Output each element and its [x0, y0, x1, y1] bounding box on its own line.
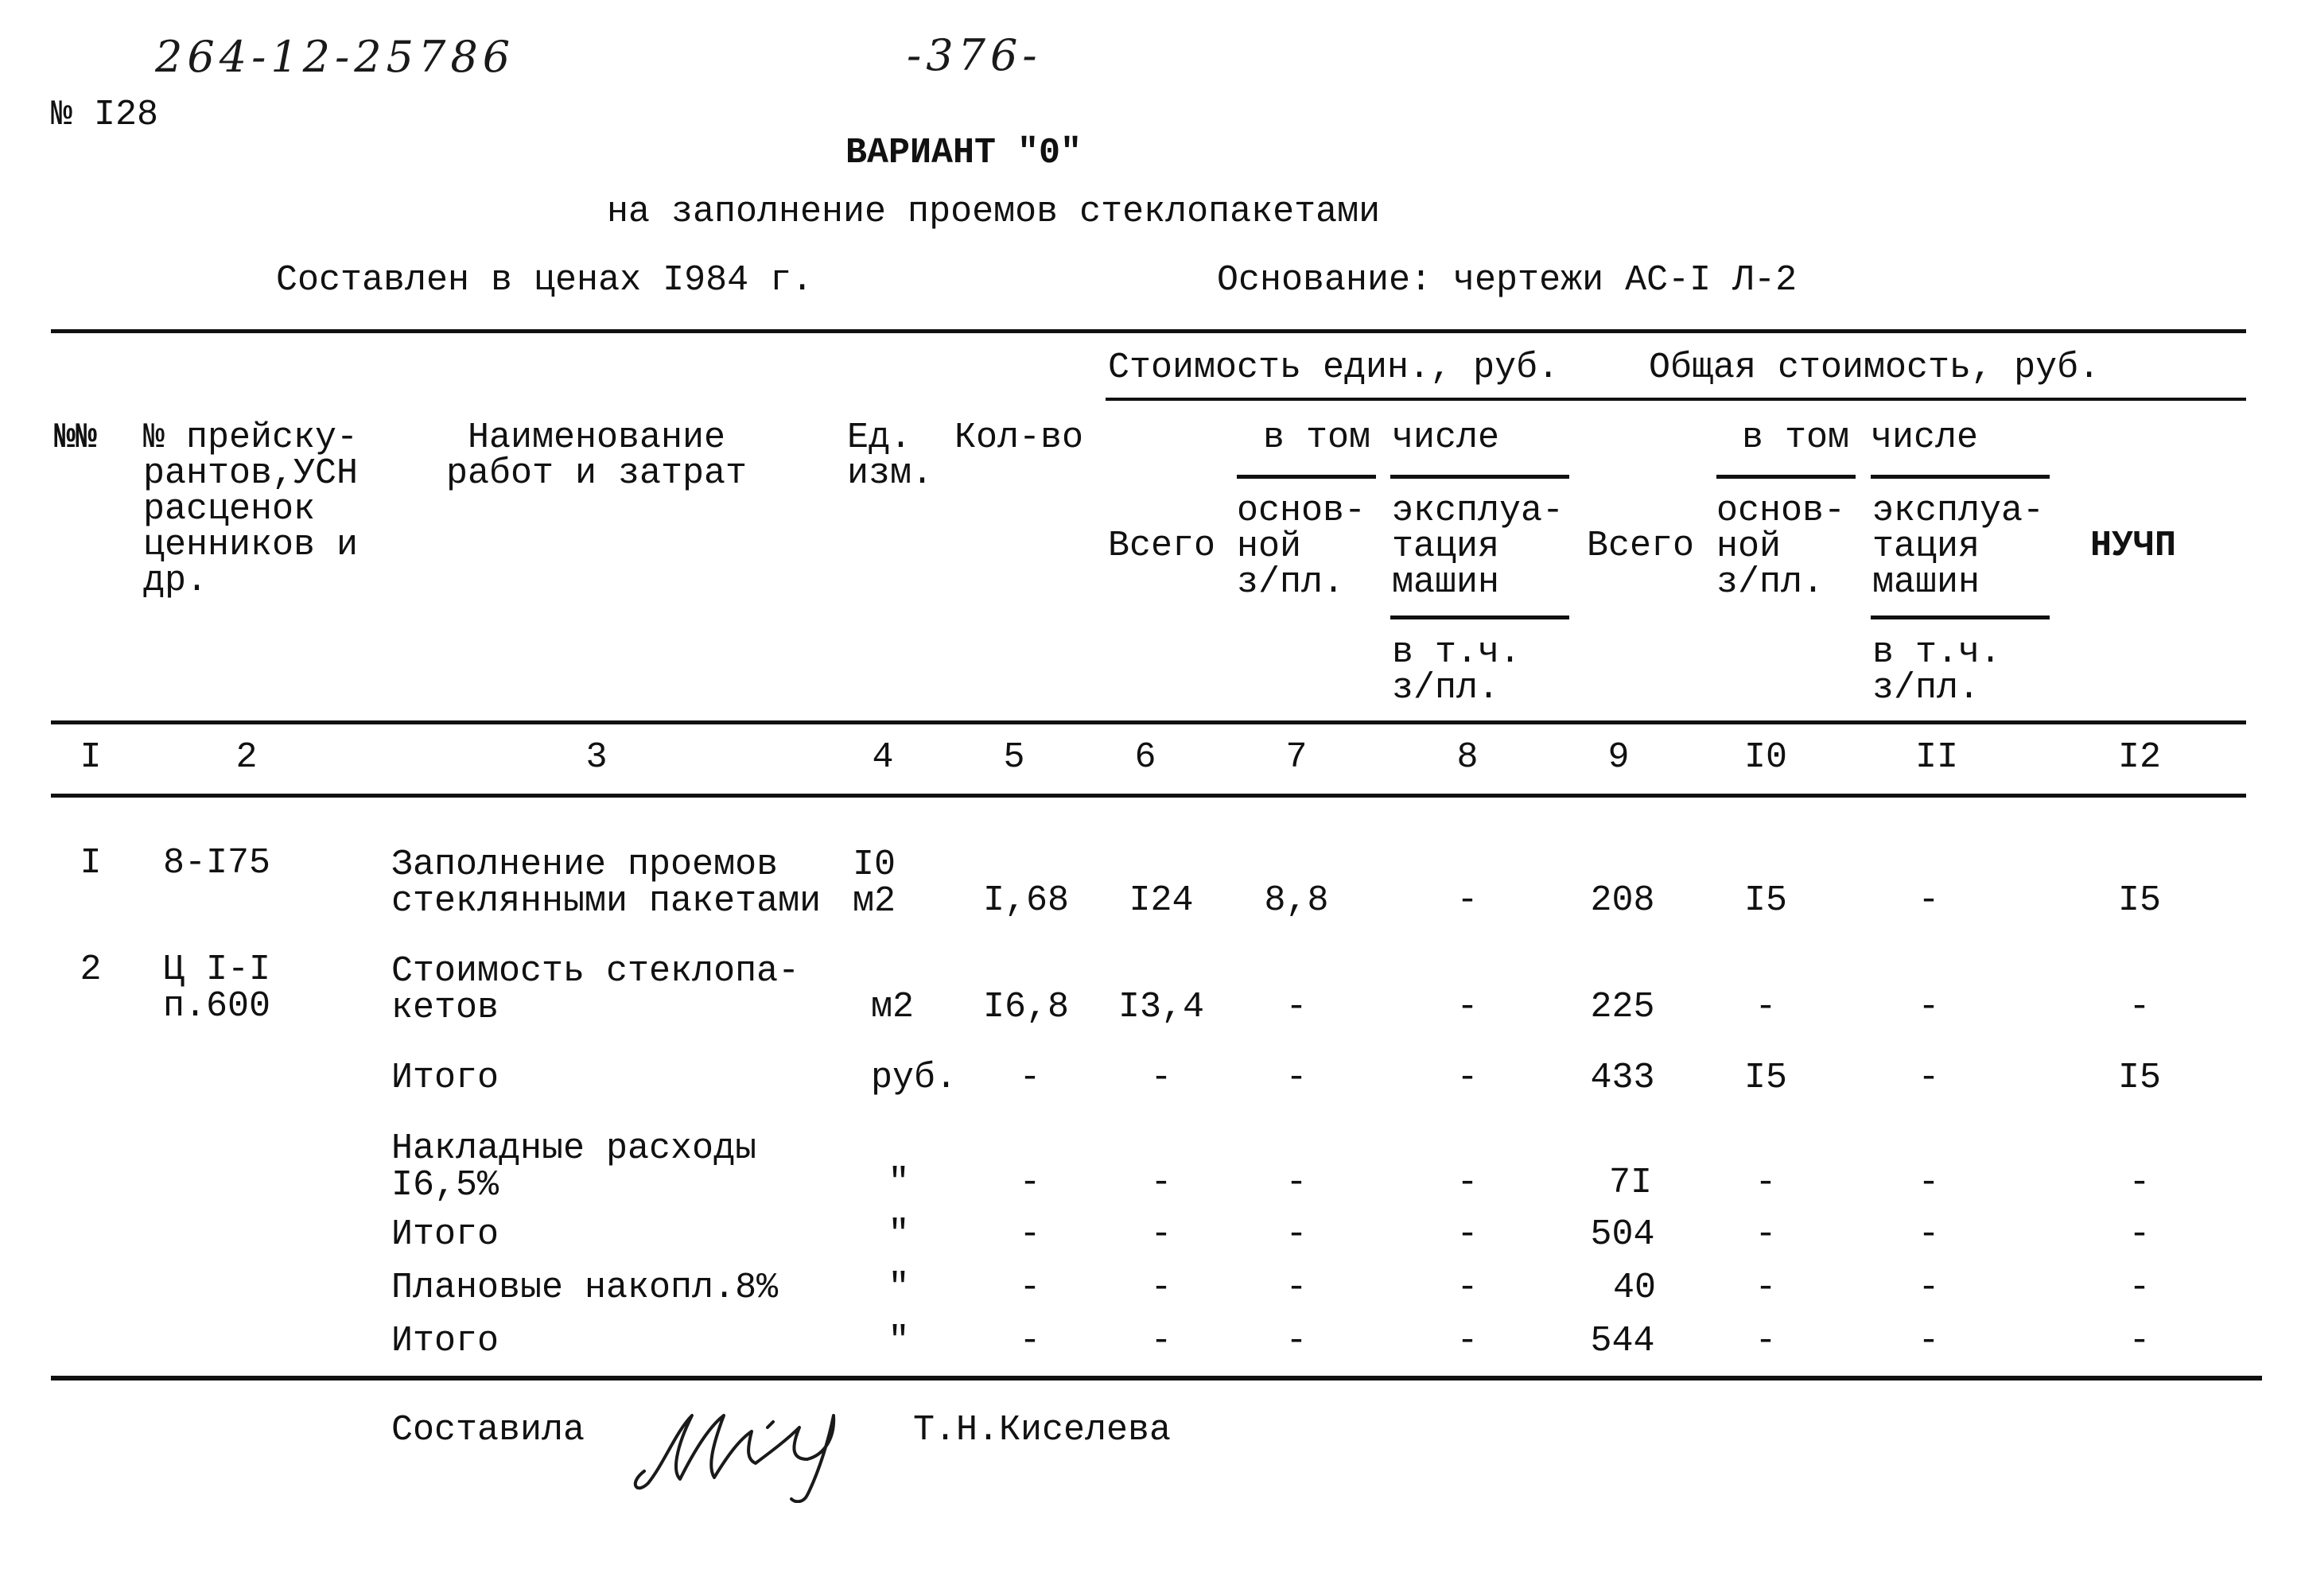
row2-name: Стоимость стеклопа- кетов [391, 951, 800, 1028]
unit-mach-rule [1390, 475, 1569, 479]
row2-nuchp: - [2128, 987, 2151, 1027]
total-wage-rule [1716, 475, 1856, 479]
page-subtitle: на заполнение проемов стеклопакетами [607, 192, 1381, 232]
row6-u-wage: - [1285, 1268, 1308, 1308]
row1-u-total: I24 [1129, 880, 1194, 921]
row4-t-mach: - [1918, 1163, 1940, 1203]
header-name: Наименование работ и затрат [445, 417, 748, 494]
footer-name: Т.Н.Киселева [913, 1410, 1172, 1450]
col-number-7: 7 [1285, 737, 1308, 778]
row4-u-mach: - [1456, 1163, 1479, 1203]
signature-icon [620, 1384, 891, 1503]
header-pricelist: № прейску- рантов,УСН расценок ценников и др. [143, 417, 359, 601]
row4-unit: " [888, 1163, 910, 1203]
row1-t-wage: I5 [1743, 880, 1787, 921]
row7-unit: " [888, 1321, 910, 1361]
row7-t-total: 544 [1590, 1321, 1655, 1361]
header-qty: Кол-во [954, 417, 1084, 458]
header-total-cost: Общая стоимость, руб. [1649, 348, 2101, 388]
row1-t-total: 208 [1590, 880, 1655, 921]
header-unit-incl: в том числе [1263, 417, 1500, 458]
header-bottom-rule [51, 720, 2246, 724]
row7-u-wage: - [1285, 1321, 1308, 1361]
row2-u-total: I3,4 [1117, 987, 1205, 1027]
row5-t-total: 504 [1590, 1214, 1655, 1255]
row5-t-mach: - [1918, 1214, 1940, 1255]
col-number-6: 6 [1134, 737, 1156, 778]
header-top-rule [51, 329, 2246, 333]
page-title: ВАРИАНТ "0" [845, 133, 1082, 173]
row1-t-mach: - [1918, 880, 1940, 921]
cost-group-rule [1106, 398, 2246, 401]
row7-u-mach: - [1456, 1321, 1479, 1361]
row1-code: 8-I75 [163, 843, 271, 883]
row2-u-mach: - [1456, 987, 1479, 1027]
row4-nuchp: - [2128, 1163, 2151, 1203]
row6-nuchp: - [2128, 1268, 2151, 1308]
row7-t-mach: - [1918, 1321, 1940, 1361]
row2-t-wage: - [1755, 987, 1777, 1027]
row4-u-total: - [1150, 1163, 1172, 1203]
row6-name: Плановые накопл.8% [391, 1268, 779, 1308]
total-mach-sub-rule [1871, 615, 2050, 619]
row7-name: Итого [391, 1321, 499, 1361]
header-unit-cost: Стоимость един., руб. [1108, 348, 1560, 388]
basis-note: Основание: чертежи АС-I Л-2 [1217, 260, 1798, 301]
header-total-total: Всего [1587, 526, 1695, 566]
col-numbers-rule [51, 794, 2246, 798]
row6-t-total: 40 [1612, 1268, 1656, 1308]
row6-t-wage: - [1755, 1268, 1777, 1308]
header-unit-total: Всего [1108, 526, 1216, 566]
row2-t-total: 225 [1590, 987, 1655, 1027]
col-number-2: 2 [235, 737, 258, 778]
row1-u-mach: - [1456, 880, 1479, 921]
row7-t-wage: - [1755, 1321, 1777, 1361]
header-total-incl-wage: в т.ч. з/пл. [1872, 632, 2002, 709]
row5-u-wage: - [1285, 1214, 1308, 1255]
table-bottom-rule [51, 1376, 2262, 1380]
row4-t-wage: - [1755, 1163, 1777, 1203]
page-number: № I28 [51, 95, 159, 135]
row2-t-mach: - [1918, 987, 1940, 1027]
row3-t-total: 433 [1590, 1058, 1655, 1098]
col-number-5: 5 [1003, 737, 1025, 778]
row1-num: I [80, 843, 102, 883]
row3-nuchp: I5 [2117, 1058, 2161, 1098]
header-unit-machines: эксплуа- тация машин [1392, 491, 1564, 603]
header-unit-basic-wage: основ- ной з/пл. [1237, 491, 1366, 603]
row4-qty: - [1019, 1163, 1041, 1203]
row5-u-total: - [1150, 1214, 1172, 1255]
row1-nuchp: I5 [2117, 880, 2161, 921]
row5-name: Итого [391, 1214, 499, 1255]
col-number-3: 3 [585, 737, 608, 778]
row3-u-total: - [1150, 1058, 1172, 1098]
handwritten-code: 264-12-25786 [155, 32, 515, 82]
row3-unit: руб. [871, 1058, 958, 1098]
row1-name: Заполнение проемов стеклянными пакетами [391, 845, 822, 922]
col-number-1: I [80, 737, 102, 778]
header-total-machines: эксплуа- тация машин [1872, 491, 2045, 603]
header-nuchp: НУЧП [2090, 526, 2177, 566]
row6-u-total: - [1150, 1268, 1172, 1308]
row1-qty: I,68 [982, 880, 1070, 921]
col-number-8: 8 [1456, 737, 1479, 778]
row5-t-wage: - [1755, 1214, 1777, 1255]
row3-t-wage: I5 [1743, 1058, 1787, 1098]
row2-qty: I6,8 [982, 987, 1070, 1027]
row2-code: Ц I-I п.600 [163, 949, 271, 1027]
prices-note: Составлен в ценах I984 г. [276, 260, 814, 301]
unit-mach-sub-rule [1390, 615, 1569, 619]
total-mach-rule [1871, 475, 2050, 479]
col-number-9: 9 [1607, 737, 1630, 778]
row7-nuchp: - [2128, 1321, 2151, 1361]
row7-qty: - [1019, 1321, 1041, 1361]
row2-num: 2 [80, 949, 102, 990]
header-total-basic-wage: основ- ной з/пл. [1716, 491, 1846, 603]
row3-qty: - [1019, 1058, 1041, 1098]
row3-t-mach: - [1918, 1058, 1940, 1098]
row4-t-total: 7I [1608, 1163, 1652, 1203]
handwritten-page-number: -376- [907, 30, 1042, 80]
footer-label: Составила [391, 1410, 585, 1450]
col-number-12: I2 [2117, 737, 2161, 778]
row6-t-mach: - [1918, 1268, 1940, 1308]
row5-u-mach: - [1456, 1214, 1479, 1255]
col-number-10: I0 [1743, 737, 1787, 778]
row6-u-mach: - [1456, 1268, 1479, 1308]
row1-unit: I0 м2 [853, 845, 896, 922]
row4-u-wage: - [1285, 1163, 1308, 1203]
row2-u-wage: - [1285, 987, 1308, 1027]
header-unit-incl-wage: в т.ч. з/пл. [1392, 632, 1522, 709]
row3-u-wage: - [1285, 1058, 1308, 1098]
row3-name: Итого [391, 1058, 499, 1098]
col-number-11: II [1914, 737, 1958, 778]
row4-name: Накладные расходы I6,5% [391, 1128, 757, 1206]
row6-unit: " [888, 1268, 910, 1308]
row7-u-total: - [1150, 1321, 1172, 1361]
header-total-incl: в том числе [1742, 417, 1979, 458]
unit-wage-rule [1237, 475, 1376, 479]
row5-qty: - [1019, 1214, 1041, 1255]
row5-unit: " [888, 1214, 910, 1255]
header-num: №№ [54, 417, 98, 458]
row3-u-mach: - [1456, 1058, 1479, 1098]
row1-u-wage: 8,8 [1264, 880, 1329, 921]
col-number-4: 4 [872, 737, 894, 778]
row5-nuchp: - [2128, 1214, 2151, 1255]
row6-qty: - [1019, 1268, 1041, 1308]
header-unit: Ед. изм. [847, 417, 934, 494]
row2-unit: м2 [871, 987, 915, 1027]
